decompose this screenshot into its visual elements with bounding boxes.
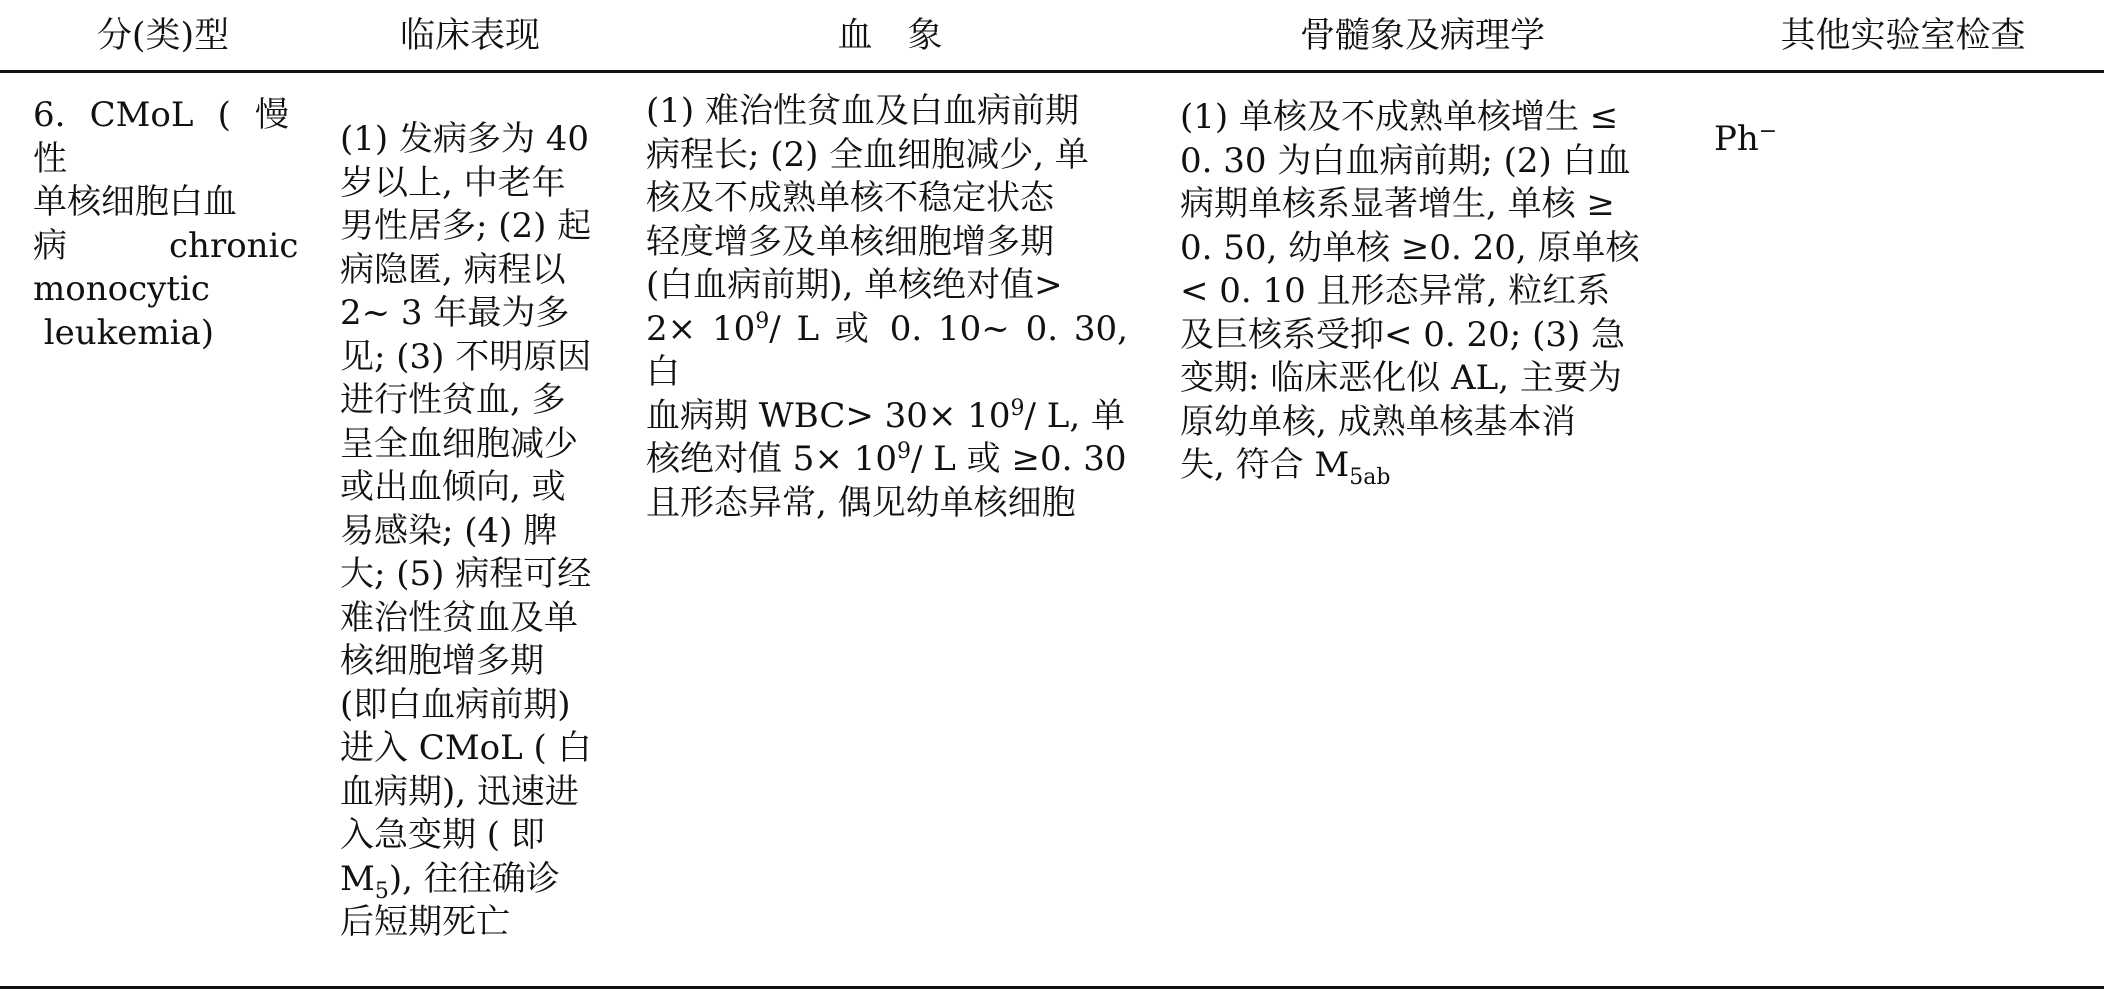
type-line: 单核细胞白血: [33, 182, 237, 222]
blood-superscript: 9: [755, 308, 770, 334]
table-top-rule: [0, 70, 2104, 73]
clinical-line: 进行性贫血, 多: [340, 380, 566, 420]
blood-line: [646, 438, 1128, 482]
header-marrow: 骨髓象及病理学: [1299, 16, 1545, 56]
clinical-line: 或出血倾向, 或: [340, 467, 566, 507]
clinical-line: 男性居多; (2) 起: [340, 206, 592, 246]
type-line: 6. CMoL ( 慢 性: [33, 95, 289, 179]
header-blood: 血 象: [837, 16, 943, 56]
blood-line: 病程长; (2) 全血细胞减少, 单: [646, 134, 1089, 175]
clinical-line: [340, 858, 596, 902]
clinical-line: 岁以上, 中老年: [340, 162, 566, 203]
marrow-line: 变期: 临床恶化似 AL, 主要为: [1180, 358, 1622, 398]
type-line: 病 chronic: [33, 225, 299, 266]
header-clinical: 临床表现: [399, 16, 540, 56]
clinical-line: 核细胞增多期: [340, 641, 544, 681]
blood-superscript: 9: [897, 439, 911, 464]
other-superscript: −: [1758, 119, 1778, 144]
blood-text: / L 或 0. 10~ 0. 30, 白: [646, 308, 1128, 392]
blood-line: 且形态异常, 偶见幼单核细胞: [646, 482, 1076, 523]
cell-marrow: [1180, 96, 1664, 488]
header-type: 分(类)型: [96, 16, 230, 56]
clinical-line: (1) 发病多为 40: [340, 119, 590, 159]
clinical-line: 后短期死亡: [340, 902, 510, 942]
marrow-line: [1180, 444, 1664, 488]
marrow-line: 0. 50, 幼单核 ≥0. 20, 原单核: [1180, 227, 1640, 268]
blood-line: 核及不成熟单核不稳定状态: [646, 178, 1054, 218]
clinical-line: 入急变期 ( 即: [340, 815, 545, 855]
clinical-line-tail: ), 往往确诊: [388, 858, 560, 899]
clinical-line: 进入 CMoL ( 白: [340, 728, 592, 768]
other-line: [1714, 118, 1914, 162]
marrow-line: (1) 单核及不成熟单核增生 ≤: [1180, 97, 1619, 137]
marrow-subscript: 5ab: [1349, 465, 1391, 490]
blood-line: [646, 395, 1128, 439]
clinical-line: (即白血病前期): [340, 684, 571, 725]
blood-text: 2× 10: [646, 308, 756, 349]
marrow-line: 病期单核系显著增生, 单核 ≥: [1180, 184, 1615, 224]
cell-clinical: [340, 118, 596, 945]
blood-line: 轻度增多及单核细胞增多期: [646, 221, 1054, 262]
clinical-line: 呈全血细胞减少: [340, 423, 578, 464]
clinical-line: 病隐匿, 病程以: [340, 249, 566, 290]
marrow-line: 0. 30 为白血病前期; (2) 白血: [1180, 140, 1631, 181]
clinical-line: 易感染; (4) 脾: [340, 510, 558, 551]
blood-line: (白血病前期), 单核绝对值>: [646, 265, 1063, 305]
other-text: Ph: [1714, 119, 1759, 159]
blood-line: (1) 难治性贫血及白血病前期: [646, 91, 1079, 131]
type-line: leukemia): [33, 312, 215, 353]
type-line: monocytic: [33, 269, 210, 309]
clinical-line: 2~ 3 年最为多: [340, 293, 570, 333]
blood-superscript: 9: [1010, 395, 1025, 421]
cell-blood: [646, 90, 1128, 525]
header-other: 其他实验室检查: [1780, 16, 2026, 56]
cell-type: [33, 94, 299, 355]
blood-line: [646, 308, 1128, 395]
clinical-line: 见; (3) 不明原因: [340, 336, 592, 377]
marrow-line: < 0. 10 且形态异常, 粒红系: [1180, 271, 1611, 311]
blood-text: 核绝对值 5× 10: [646, 439, 897, 479]
marrow-text: 失, 符合 M: [1180, 445, 1350, 485]
blood-text: 血病期 WBC> 30× 10: [646, 395, 1011, 436]
marrow-line: 原幼单核, 成熟单核基本消: [1180, 401, 1576, 442]
blood-text: / L, 单: [1024, 395, 1125, 436]
clinical-m-subscript: 5: [374, 878, 389, 904]
blood-text: / L 或 ≥0. 30: [911, 439, 1127, 479]
clinical-line: 难治性贫血及单: [340, 597, 578, 638]
marrow-line: 及巨核系受抑< 0. 20; (3) 急: [1180, 314, 1626, 355]
clinical-line: 血病期), 迅速进: [340, 771, 579, 812]
cell-other: [1714, 118, 1914, 162]
clinical-line: 大; (5) 病程可经: [340, 554, 592, 594]
table-bottom-rule: [0, 986, 2104, 989]
clinical-m: M: [340, 858, 375, 899]
